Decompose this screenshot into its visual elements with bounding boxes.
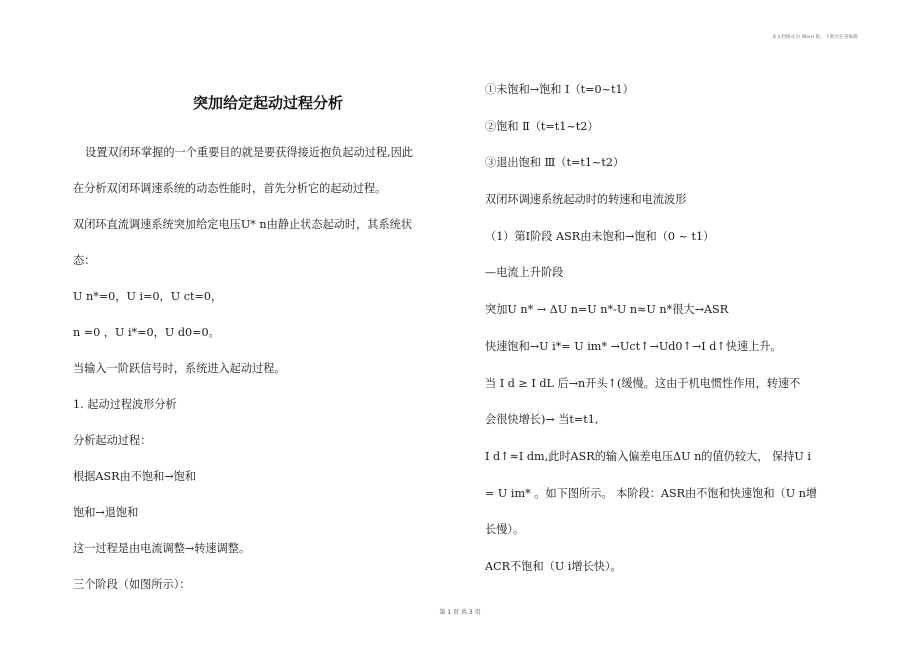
paragraph-line: 突加U n* → ΔU n=U n*-U n≈U n*很大→ASR [485, 303, 729, 317]
paragraph-line: ACR不饱和（U i增长快）。 [485, 559, 622, 573]
paragraph-line: 在分析双闭环调速系统的动态性能时，首先分析它的起动过程。 [73, 182, 387, 195]
document-title: 突加给定起动过程分析 [192, 94, 343, 112]
paragraph-line: 双闭环直流调速系统突加给定电压U* n由静止状态起动时，其系统状 [73, 218, 413, 231]
paragraph-line: ③退出饱和 Ⅲ（t=t1~t2） [485, 156, 625, 170]
paragraph-line: 饱和→退饱和 [73, 506, 139, 519]
page-footer: 第 1 页 共 3 页 [439, 609, 481, 616]
paragraph-line: n =0 ，U i*=0，U d0=0。 [73, 326, 220, 339]
paragraph-line: I d↑≈I dm,此时ASR的输入偏差电压ΔU n的值仍较大， 保持U i [485, 449, 811, 463]
paragraph-line: —电流上升阶段 [485, 266, 564, 280]
paragraph-line: 快速饱和→U i*= U im* →Uct↑→Ud0↑→I d↑快速上升。 [485, 339, 782, 353]
paragraph-line: ②饱和 Ⅱ（t=t1~t2） [485, 119, 599, 133]
header-note: 本文档格式为 Word 版，下载可任意编辑 [771, 35, 858, 40]
paragraph-line: U n*=0，U i=0，U ct=0， [73, 290, 223, 303]
paragraph-line: 态： [73, 254, 96, 267]
left-column [73, 82, 463, 603]
right-column [485, 72, 870, 586]
section-heading: 1. 起动过程波形分析 [73, 398, 177, 411]
paragraph-line: 三个阶段（如图所示）： [73, 578, 191, 591]
paragraph-line: 双闭环调速系统起动时的转速和电流波形 [485, 193, 687, 207]
paragraph-line: 会很快增长)→ 当t=t1, [485, 413, 599, 427]
paragraph-line: 长慢）。 [485, 523, 525, 537]
paragraph-line: 当输入一阶跃信号时，系统进入起动过程。 [73, 362, 286, 375]
paragraph-line: （1）第Ⅰ阶段 ASR由未饱和→饱和（0 ~ t1） [485, 229, 715, 243]
paragraph-line: = U im* 。如下图所示。 本阶段：ASR由不饱和快速饱和（U n增 [485, 486, 818, 500]
paragraph-line: 根据ASR由不饱和→饱和 [73, 470, 197, 483]
paragraph-line: 当 I d ≥ I dL 后→n开头↑(缓慢。这由于机电惯性作用，转速不 [485, 376, 801, 390]
paragraph-line: 这一过程是由电流调整→转速调整。 [73, 542, 251, 555]
paragraph-line: 设置双闭环掌握的一个重要目的就是要获得接近抱负起动过程,因此 [85, 146, 413, 159]
paragraph-line: 分析起动过程： [73, 434, 152, 447]
paragraph-line: ①未饱和→饱和 Ⅰ（t=0~t1） [485, 83, 634, 96]
